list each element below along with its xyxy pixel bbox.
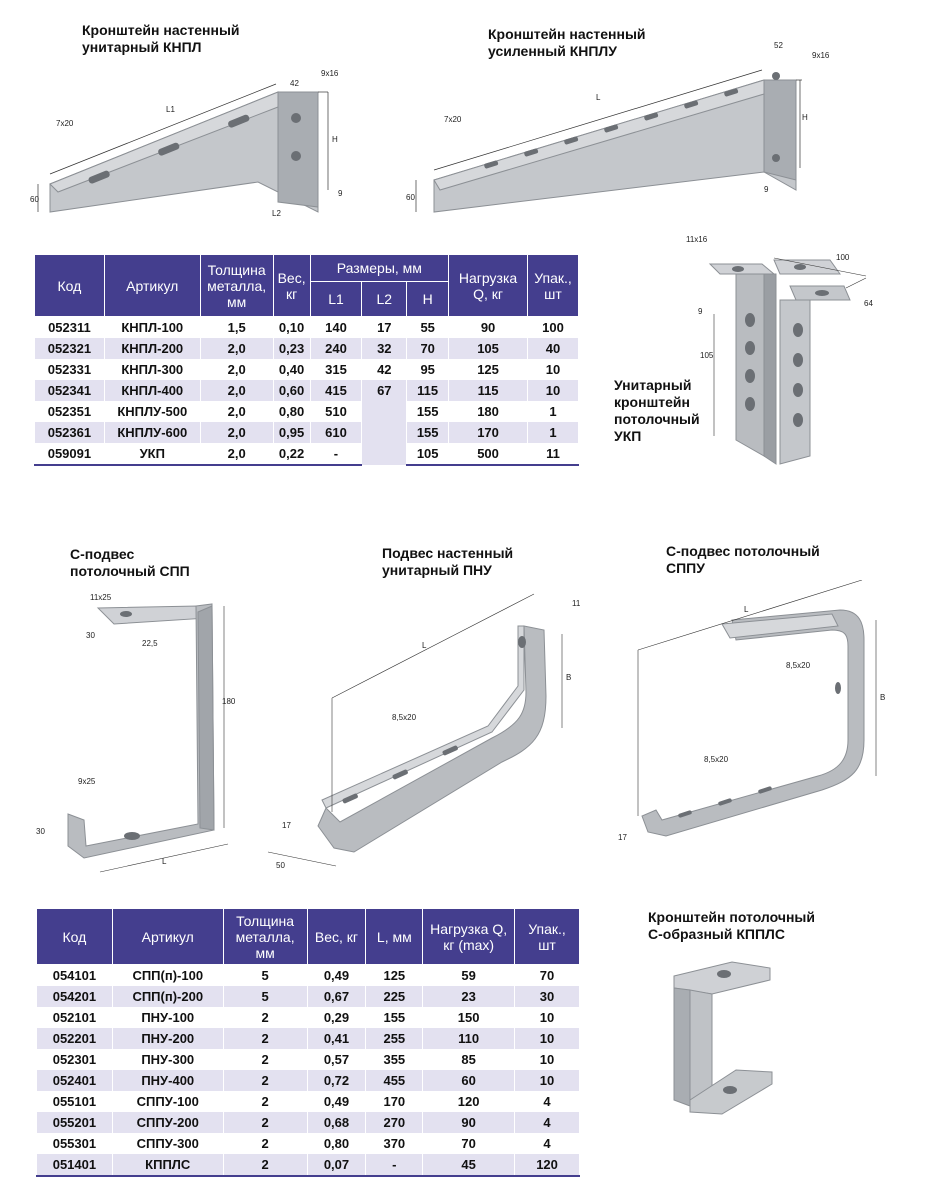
table-cell: 155 [407,422,449,443]
table-cell: 052341 [35,380,105,401]
table-cell: 85 [423,1049,515,1070]
dim-hole-label: 9 [698,307,703,316]
table-row [35,380,579,401]
table-cell: 10 [528,380,579,401]
dim-height-label: H [332,135,338,144]
table-cell: 155 [407,401,449,422]
table-cell: 59 [423,965,515,987]
dim-d-label: 64 [864,299,873,308]
table-cell: 70 [407,338,449,359]
table-cell: 0,10 [273,317,310,339]
caption-knplu: Кронштейн настенный усиленный КНПЛУ [488,26,646,59]
dim-depth-label: 60 [30,195,39,204]
table-cell: 2,0 [200,422,273,443]
table-cell: СПП(п)-100 [112,965,223,987]
table-row [37,965,580,987]
dim-d-label: 9 [764,185,769,194]
col-header-length: L, мм [366,909,423,965]
table-cell: ПНУ-200 [112,1028,223,1049]
table-cell: 4 [515,1133,580,1154]
dim-length-label: L [422,641,427,650]
table-cell: 054101 [37,965,113,987]
table-cell: 2 [223,1007,307,1028]
dim-h-label: 180 [222,697,236,706]
dim-length-label: L1 [166,105,175,114]
table-cell: 2,0 [200,380,273,401]
table-cell: 052361 [35,422,105,443]
spec-table-brackets [34,254,579,466]
table-cell: 105 [407,443,449,465]
dim-width-label: 52 [774,41,783,50]
table-cell: 240 [310,338,362,359]
table-row [35,422,579,443]
table-row [35,338,579,359]
table-cell: 40 [528,338,579,359]
dim-b-label: 22,5 [142,639,158,648]
table-cell: 051401 [37,1154,113,1176]
table-cell: 0,29 [307,1007,366,1028]
dim-a-label: 17 [282,821,291,830]
table-row [37,986,580,1007]
table-cell: 67 [362,380,407,401]
table-cell: 225 [366,986,423,1007]
table-cell: СППУ-100 [112,1091,223,1112]
dim-length-label: L [596,93,601,102]
table-cell: 30 [515,986,580,1007]
table-cell: 155 [366,1007,423,1028]
table-cell: 32 [362,338,407,359]
table-row [35,317,579,339]
table-cell: 2 [223,1070,307,1091]
table-cell: 110 [423,1028,515,1049]
table-cell: 42 [362,359,407,380]
table-cell: 055201 [37,1112,113,1133]
table-cell: 2,0 [200,359,273,380]
table-cell: 10 [515,1070,580,1091]
table-cell: 0,68 [307,1112,366,1133]
dim-slot-label: 8,5x20 [392,713,417,722]
dim-height-label: B [880,693,886,702]
table-cell: КНПЛУ-600 [104,422,200,443]
table-cell: 0,57 [307,1049,366,1070]
table-cell: КНПЛ-300 [104,359,200,380]
table-cell: 370 [366,1133,423,1154]
kppls-bracket-drawing [660,950,780,1130]
table-cell: 052101 [37,1007,113,1028]
table-cell: 0,40 [273,359,310,380]
col-header-weight: Вес, кг [273,255,310,317]
ukp-bracket-drawing [680,230,900,470]
table-cell: 2,0 [200,401,273,422]
table-cell: 054201 [37,986,113,1007]
dim-c-label: 30 [36,827,45,836]
table-row [35,401,579,422]
col-header-load: Нагрузка Q, кг (max) [423,909,515,965]
table-cell: 0,49 [307,965,366,987]
dim-hole-label: 7x20 [444,115,462,124]
dim-width-label: 42 [290,79,299,88]
table-cell: СПП(п)-200 [112,986,223,1007]
table-cell: 0,22 [273,443,310,465]
col-header-h: H [407,282,449,317]
table-cell: 115 [449,380,528,401]
table-cell: 23 [423,986,515,1007]
dim-slot-label: 9x16 [812,51,830,60]
caption-spp: С-подвес потолочный СПП [70,546,190,579]
col-header-code: Код [35,255,105,317]
table-cell: КППЛС [112,1154,223,1176]
dim-b-label: 50 [276,861,285,870]
table-cell: 70 [423,1133,515,1154]
col-header-sizes: Размеры, мм [310,255,449,282]
table-cell: СППУ-200 [112,1112,223,1133]
table-cell: 150 [423,1007,515,1028]
table-cell: 059091 [35,443,105,465]
caption-kppls: Кронштейн потолочный С-образный КППЛС [648,909,815,942]
table-row [37,1154,580,1176]
table-cell: КНПЛ-100 [104,317,200,339]
table-cell: 4 [515,1091,580,1112]
table-cell: 140 [310,317,362,339]
table-cell: - [366,1154,423,1176]
knplu-bracket-drawing [404,40,844,220]
table-cell: 2 [223,1091,307,1112]
table-cell: 052331 [35,359,105,380]
table-cell: УКП [104,443,200,465]
dim-slot-label: 9x16 [321,69,339,78]
table-cell: 10 [515,1028,580,1049]
table-cell: 055101 [37,1091,113,1112]
table-cell: ПНУ-300 [112,1049,223,1070]
table-cell: 2,0 [200,443,273,465]
dim-length-label: L [744,605,749,614]
dim-slot1-label: 8,5x20 [786,661,811,670]
table-cell: СППУ-300 [112,1133,223,1154]
table-cell: 120 [515,1154,580,1176]
table-cell: 055301 [37,1133,113,1154]
table-row [37,1133,580,1154]
table-cell: 0,95 [273,422,310,443]
dim-a-label: 30 [86,631,95,640]
table-cell: 17 [362,317,407,339]
table-cell: 052321 [35,338,105,359]
table-row [35,359,579,380]
caption-pnu: Подвес настенный унитарный ПНУ [382,545,514,578]
dim-length-label: L [162,857,167,866]
table-cell: ПНУ-400 [112,1070,223,1091]
table-cell: 0,72 [307,1070,366,1091]
table-cell-empty [362,401,407,465]
col-header-code: Код [37,909,113,965]
table-cell: 55 [407,317,449,339]
col-header-article: Артикул [104,255,200,317]
col-header-pack: Упак., шт [528,255,579,317]
col-header-pack: Упак., шт [515,909,580,965]
table-cell: 4 [515,1112,580,1133]
caption-knpl: Кронштейн настенный унитарный КНПЛ [82,22,240,55]
table-cell: 2 [223,1112,307,1133]
table-cell: 115 [407,380,449,401]
table-cell: 100 [528,317,579,339]
dim-h-label: 105 [700,351,714,360]
dim-slot-label: 11x16 [686,235,708,244]
dim-hole-label: 7x20 [56,119,74,128]
caption-ukp: Унитарный кронштейн потолочный УКП [614,377,700,444]
table-cell: 2 [223,1133,307,1154]
dim-slot2-label: 9x25 [78,777,96,786]
caption-sppu: С-подвес потолочный СППУ [666,543,820,576]
table-cell: 11 [528,443,579,465]
table-cell: КНПЛ-200 [104,338,200,359]
table-cell: 90 [449,317,528,339]
dim-height-label: B [566,673,572,682]
table-cell: 5 [223,986,307,1007]
pnu-hanger-drawing [262,586,602,876]
table-cell: КНПЛУ-500 [104,401,200,422]
table-cell: 125 [449,359,528,380]
table-row [37,1028,580,1049]
table-cell: КНПЛ-400 [104,380,200,401]
table-cell: 180 [449,401,528,422]
table-cell: 2 [223,1154,307,1176]
col-header-l2: L2 [362,282,407,317]
col-header-article: Артикул [112,909,223,965]
dim-depth-label: 60 [406,193,415,202]
table-cell: 270 [366,1112,423,1133]
table-cell: 10 [528,359,579,380]
table-cell: 0,23 [273,338,310,359]
knpl-bracket-drawing [28,62,368,232]
table-cell: 2 [223,1049,307,1070]
table-row [37,1112,580,1133]
spec-table-hangers [36,908,580,1177]
table-cell: 315 [310,359,362,380]
col-header-thickness: Толщина металла, мм [223,909,307,965]
table-cell: 0,41 [307,1028,366,1049]
table-cell: 170 [449,422,528,443]
table-row [37,1091,580,1112]
table-cell: ПНУ-100 [112,1007,223,1028]
col-header-l1: L1 [310,282,362,317]
table-cell: 255 [366,1028,423,1049]
dim-a-label: 17 [618,833,627,842]
table-cell: 0,80 [273,401,310,422]
table-cell: 105 [449,338,528,359]
table-cell: 052301 [37,1049,113,1070]
table-cell: 455 [366,1070,423,1091]
dim-l2-label: L2 [272,209,281,218]
table-cell: 500 [449,443,528,465]
table-cell: - [310,443,362,465]
table-cell: 052311 [35,317,105,339]
table-cell: 125 [366,965,423,987]
table-cell: 0,07 [307,1154,366,1176]
table-cell: 415 [310,380,362,401]
table-cell: 1,5 [200,317,273,339]
table-cell: 052351 [35,401,105,422]
table-cell: 10 [515,1049,580,1070]
table-cell: 0,80 [307,1133,366,1154]
table-cell: 170 [366,1091,423,1112]
table-cell: 610 [310,422,362,443]
dim-height-label: H [802,113,808,122]
table-cell: 1 [528,401,579,422]
table-cell: 0,60 [273,380,310,401]
table-cell: 355 [366,1049,423,1070]
col-header-weight: Вес, кг [307,909,366,965]
dim-slot2-label: 8,5x20 [704,755,729,764]
table-cell: 120 [423,1091,515,1112]
table-cell: 0,67 [307,986,366,1007]
table-cell: 1 [528,422,579,443]
dim-d-label: 9 [338,189,343,198]
sppu-hanger-drawing [612,580,912,860]
table-cell: 90 [423,1112,515,1133]
table-cell: 95 [407,359,449,380]
col-header-thickness: Толщина металла, мм [200,255,273,317]
table-cell: 5 [223,965,307,987]
dim-slot-label: 11x25 [90,593,112,602]
table-row [37,1049,580,1070]
table-cell: 052401 [37,1070,113,1091]
table-cell: 60 [423,1070,515,1091]
table-cell: 2 [223,1028,307,1049]
table-cell: 70 [515,965,580,987]
col-header-load: Нагрузка Q, кг [449,255,528,317]
table-row [37,1007,580,1028]
spp-hanger-drawing [28,588,258,884]
table-cell: 052201 [37,1028,113,1049]
table-cell: 2,0 [200,338,273,359]
table-row [35,443,579,465]
table-cell: 510 [310,401,362,422]
table-cell: 45 [423,1154,515,1176]
dim-hole-label: 11 [572,599,581,608]
dim-w-label: 100 [836,253,850,262]
table-cell: 10 [515,1007,580,1028]
table-cell: 0,49 [307,1091,366,1112]
table-row [37,1070,580,1091]
